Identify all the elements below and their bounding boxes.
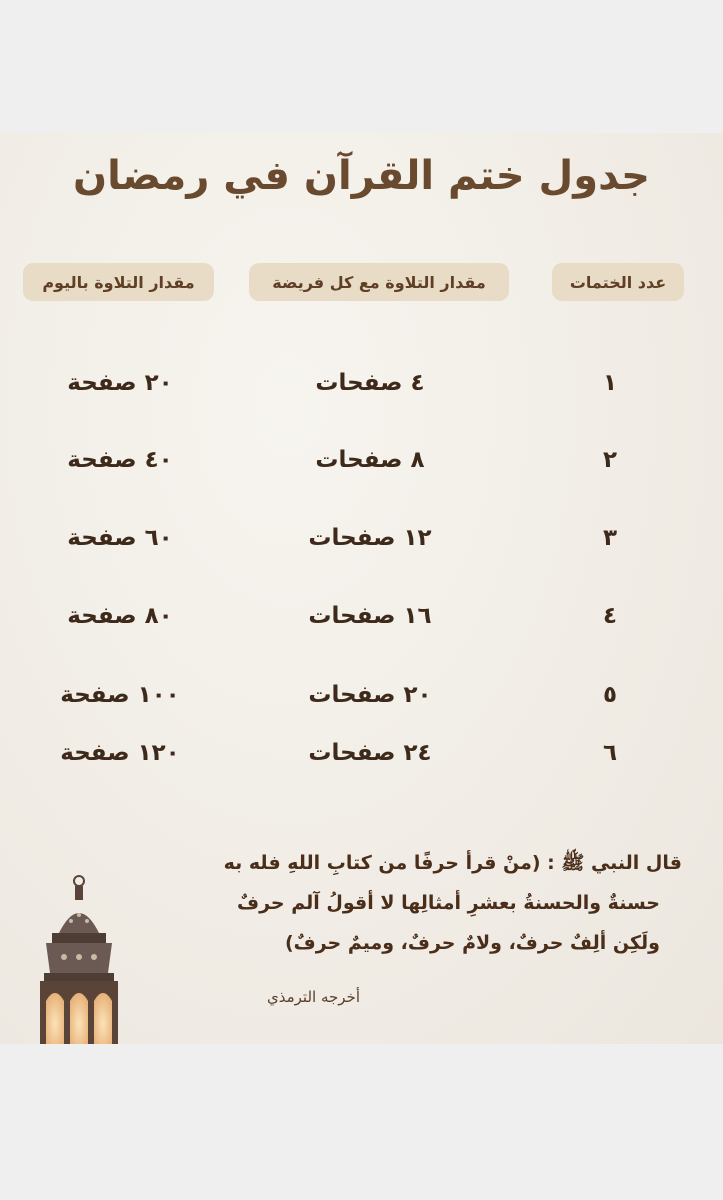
khatmat-value: ٦	[602, 740, 618, 766]
table-row	[0, 596, 723, 636]
schedule-card	[0, 133, 723, 1044]
khatmat-value: ١	[602, 370, 618, 396]
hadith-line: قال النبي ﷺ : (منْ قرأ حرفًا من كتابِ اللهِ فله به	[223, 852, 682, 874]
header-per-prayer: مقدار التلاوة مع كل فريضة	[249, 263, 509, 301]
hadith-source: أخرجه الترمذي	[267, 988, 360, 1006]
page-title: جدول ختم القرآن في رمضان	[72, 153, 650, 199]
hadith-line: حسنةٌ والحسنةُ بعشرِ أمثالِها لا أقولُ آلم حرفٌ	[237, 892, 660, 914]
lantern-icon	[24, 873, 134, 1044]
per-day-value: ٤٠ صفحة	[67, 447, 173, 473]
per-day-value: ٢٠ صفحة	[67, 370, 173, 396]
khatmat-value: ٤	[602, 603, 618, 629]
per-prayer-value: ٢٠ صفحات	[308, 682, 432, 708]
per-prayer-value: ٢٤ صفحات	[308, 740, 432, 766]
table-row	[0, 518, 723, 558]
hadith-text	[170, 843, 682, 963]
per-prayer-value: ١٦ صفحات	[308, 603, 432, 629]
per-prayer-value: ٤ صفحات	[315, 370, 425, 396]
per-prayer-value: ١٢ صفحات	[308, 525, 432, 551]
per-prayer-value: ٨ صفحات	[315, 447, 425, 473]
table-row	[0, 733, 723, 773]
table-row	[0, 440, 723, 480]
per-day-value: ٨٠ صفحة	[67, 603, 173, 629]
per-day-value: ١٢٠ صفحة	[60, 740, 180, 766]
khatmat-value: ٢	[602, 447, 618, 473]
table-row	[0, 675, 723, 715]
header-per-day: مقدار التلاوة باليوم	[23, 263, 214, 301]
table-row	[0, 363, 723, 403]
per-day-value: ١٠٠ صفحة	[60, 682, 180, 708]
khatmat-value: ٣	[602, 525, 618, 551]
hadith-line: ولَكِن ألِفٌ حرفٌ، ولامٌ حرفٌ، وميمٌ حرفٌ)	[284, 932, 660, 954]
header-khatmat: عدد الختمات	[552, 263, 684, 301]
per-day-value: ٦٠ صفحة	[67, 525, 173, 551]
khatmat-value: ٥	[602, 682, 618, 708]
